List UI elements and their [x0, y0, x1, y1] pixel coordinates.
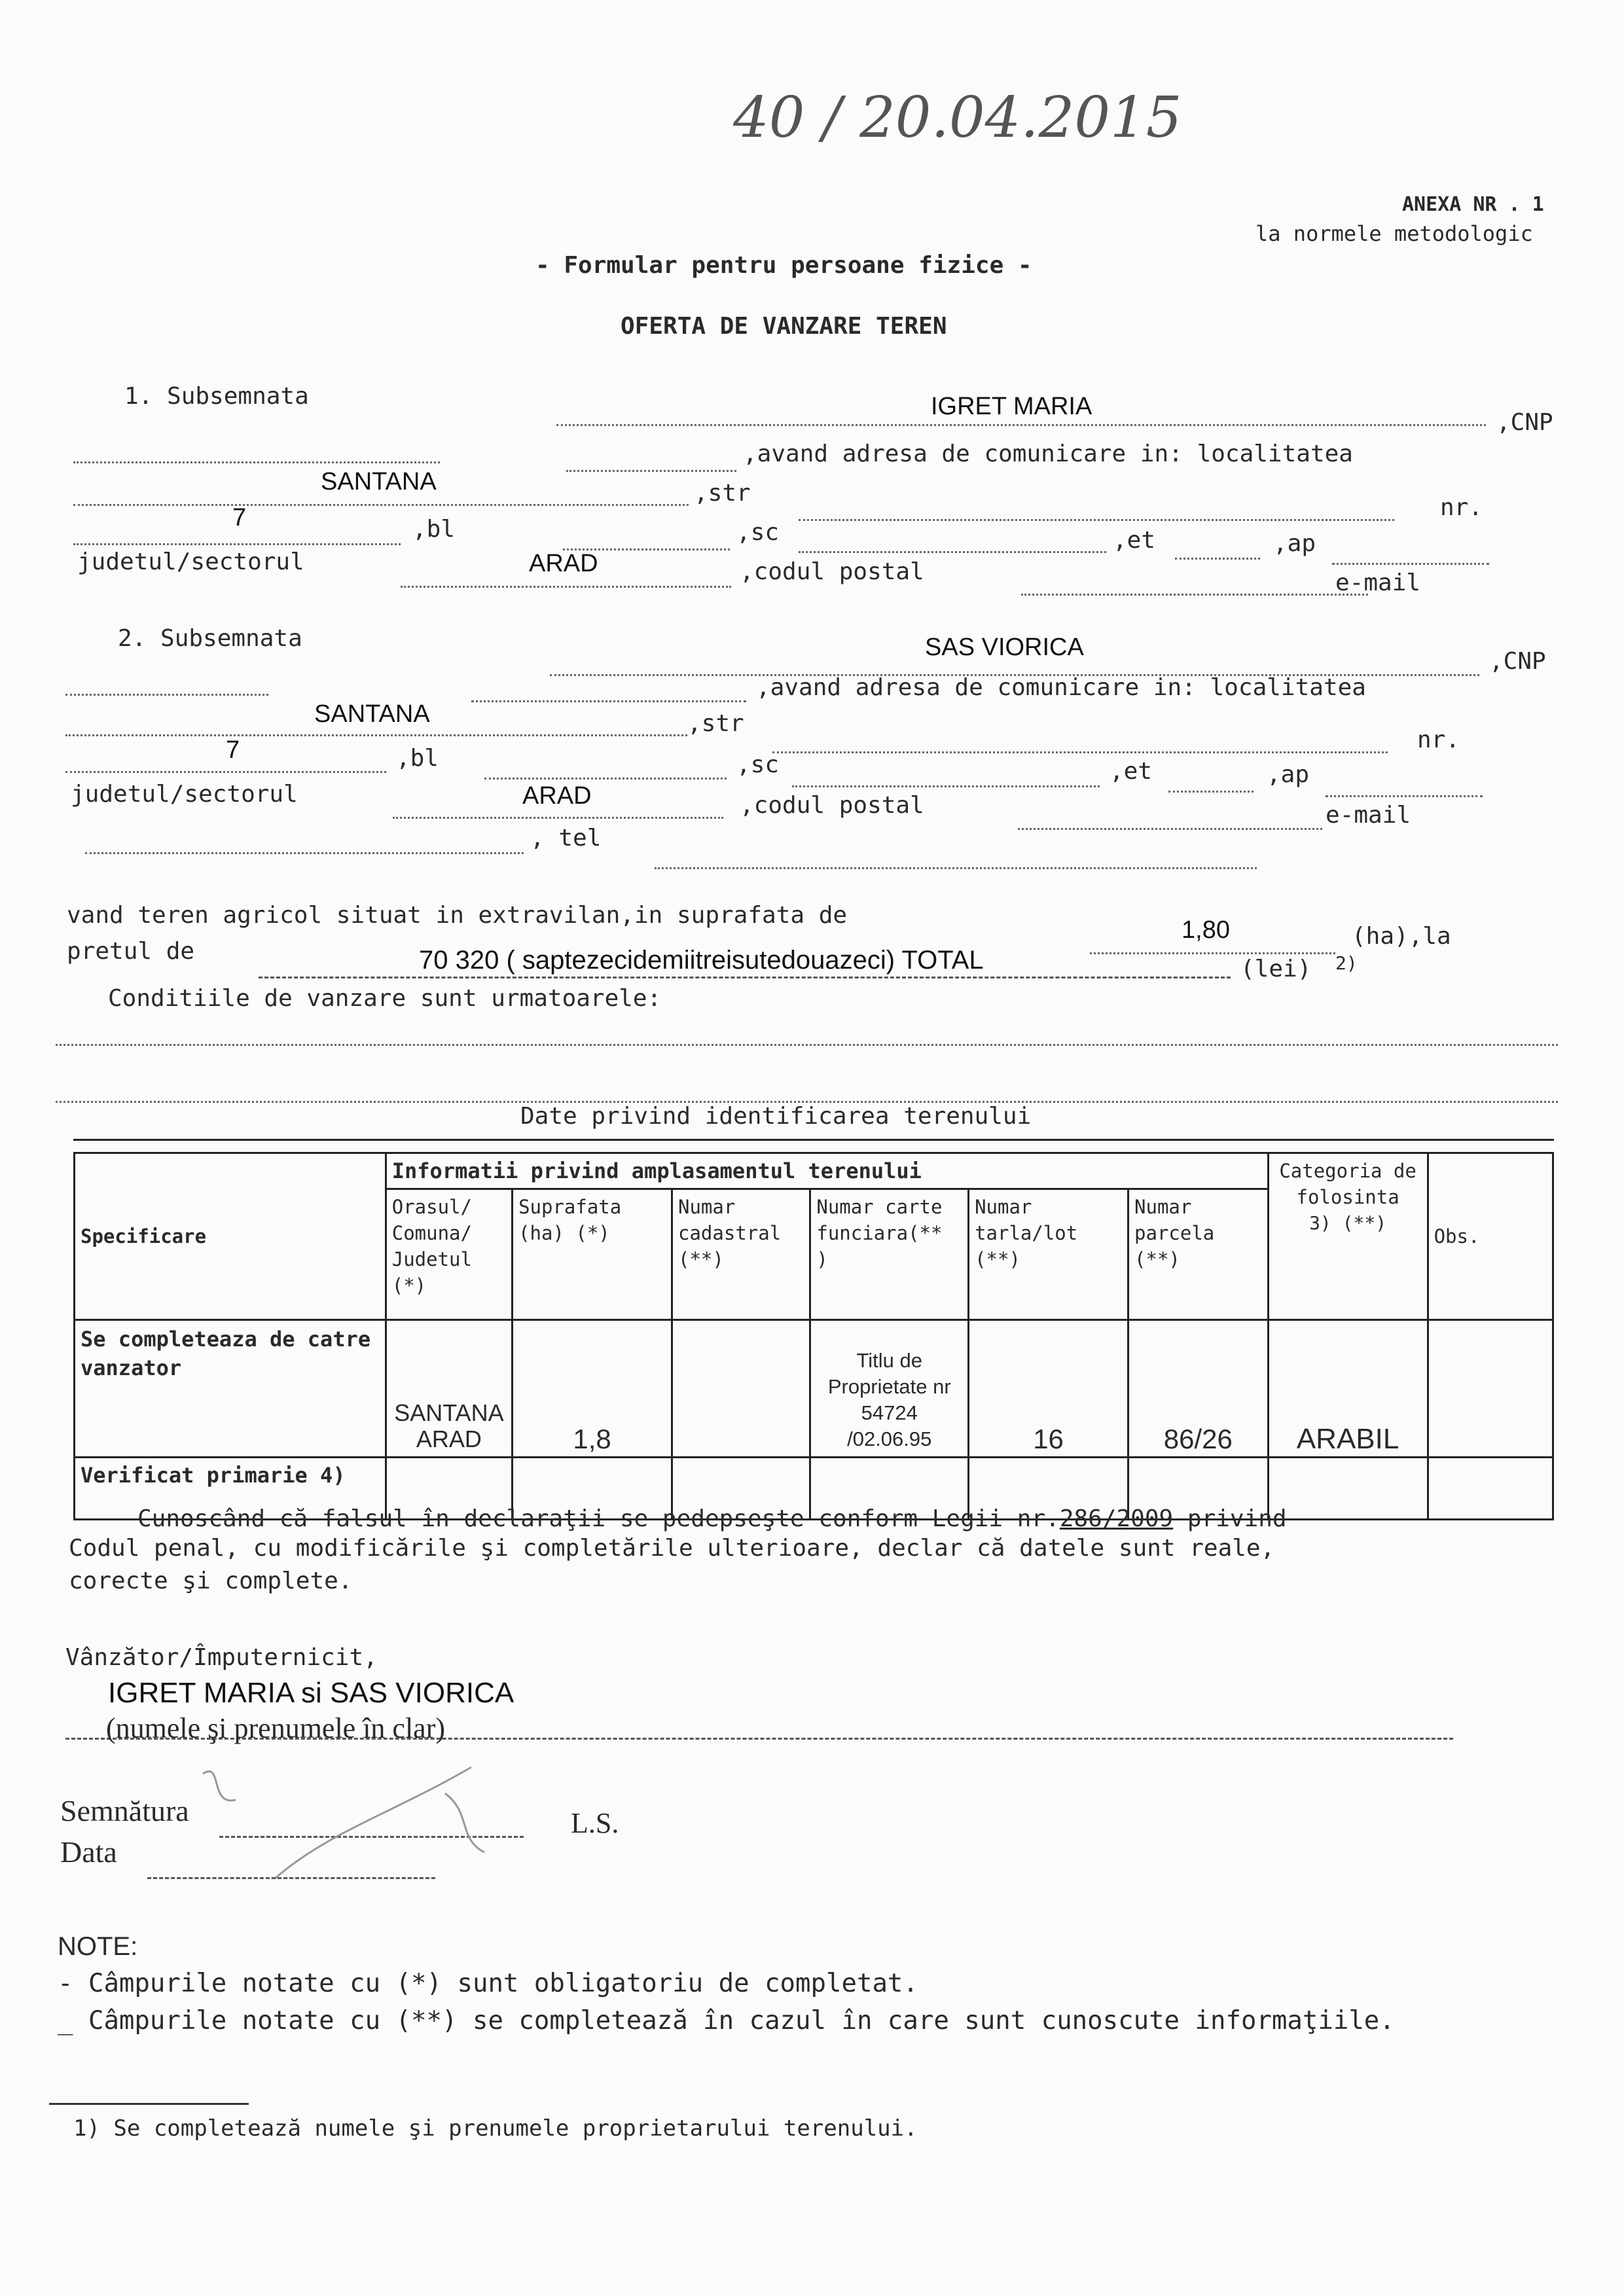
postal-code-label: ,codul postal	[740, 792, 924, 819]
seller-2-locality: SANTANA	[314, 700, 430, 728]
land-use-category-note: 3) (**)	[1309, 1212, 1387, 1234]
et-label: ,et	[1110, 758, 1153, 785]
tel-line	[655, 867, 1257, 869]
land-use-category-header	[1268, 1153, 1428, 1320]
verified-cell	[1268, 1458, 1428, 1520]
cell-land-use: ARABIL	[1268, 1320, 1428, 1458]
cnp-field-line	[471, 700, 746, 702]
seller-1-locality: SANTANA	[321, 468, 437, 495]
column-land-book-header: Numar carte funciara(** )	[810, 1189, 969, 1320]
seller-1-name-line	[556, 424, 1486, 426]
price-label: pretul de	[67, 938, 195, 965]
ap-label: ,ap	[1273, 530, 1316, 557]
str-label: ,str	[694, 480, 751, 507]
form-subtitle: - Formular pentru persoane fizice -	[535, 252, 1032, 279]
bl-line	[484, 778, 727, 780]
number-line	[73, 543, 401, 545]
column-area-header: Suprafata (ha) (*)	[513, 1189, 672, 1320]
seller-2-county: ARAD	[522, 782, 592, 810]
seller-1-label: 1. Subsemnata	[124, 383, 309, 410]
signature-label: Semnătura	[60, 1794, 189, 1827]
note-1: - Câmpurile notate cu (*) sunt obligatoriu de completat.	[58, 1969, 918, 1998]
email-label: e-mail	[1326, 802, 1411, 829]
seller-1-number: 7	[232, 504, 247, 531]
footnote-2-marker: 2)	[1335, 952, 1358, 974]
verified-cell	[1428, 1458, 1553, 1520]
seal-placeholder: L.S.	[571, 1807, 619, 1839]
cell-town: SANTANA ARAD	[386, 1320, 512, 1458]
county-label: judetul/sectorul	[71, 781, 298, 808]
column-cadastral-header: Numar cadastral (**)	[672, 1189, 810, 1320]
sc-line	[792, 785, 1100, 787]
column-plot-header: Numar tarla/lot (**)	[969, 1189, 1128, 1320]
cell-area: 1,8	[513, 1320, 672, 1458]
law-number: 286/2009	[1059, 1505, 1174, 1532]
declaration-text: Cunoscând că falsul în declaraţii se pedepseşte conform Legii nr.	[137, 1505, 1060, 1532]
sc-line	[799, 551, 1106, 553]
column-parcel-header: Numar parcela (**)	[1128, 1189, 1269, 1320]
conditions-line-1	[56, 1044, 1558, 1046]
bl-label: ,bl	[396, 745, 439, 772]
seller-2-name: SAS VIORICA	[925, 634, 1084, 661]
land-identification-table	[73, 1152, 1554, 1520]
postal-code-line	[1018, 828, 1322, 830]
ap-label: ,ap	[1267, 761, 1310, 788]
cnp-field-line	[73, 461, 440, 463]
number-line	[65, 771, 386, 773]
ap-line	[1332, 563, 1489, 565]
locality-line	[73, 504, 689, 506]
bl-label: ,bl	[412, 516, 456, 543]
str-label: ,str	[687, 710, 744, 737]
declaration-line-1	[137, 1505, 1287, 1532]
column-town-header: Orasul/ Comuna/ Judetul (*)	[386, 1189, 512, 1320]
footnote-1: 1) Se completează numele şi prenumele proprietarului terenului.	[73, 2115, 918, 2142]
area-line	[1090, 952, 1335, 954]
street-line	[772, 751, 1388, 753]
county-line	[401, 586, 731, 588]
declaration-text-end: privind	[1187, 1505, 1287, 1532]
sc-label: ,sc	[736, 519, 780, 546]
obs-header: Obs.	[1428, 1153, 1553, 1320]
declaration-line-2: Codul penal, cu modificările şi completările ulterioare, declar că datele sunt reale,	[69, 1535, 1275, 1562]
date-line	[147, 1877, 435, 1879]
seller-names: IGRET MARIA si SAS VIORICA	[108, 1677, 514, 1709]
cell-plot: 16	[969, 1320, 1128, 1458]
land-area: 1,80	[1182, 916, 1230, 944]
land-use-category-label: Categoria de folosinta	[1279, 1160, 1416, 1208]
annex-norms: la normele metodologic	[1255, 221, 1533, 246]
et-line	[1168, 791, 1254, 793]
locality-line	[65, 734, 687, 736]
cnp-field-line	[566, 470, 736, 472]
cell-cadastral	[672, 1320, 810, 1458]
seller-2-label: 2. Subsemnata	[118, 625, 302, 652]
handwritten-registration-number: 40 / 20.04.2015	[733, 85, 1182, 151]
note-2: _ Câmpurile notate cu (**) se completează în cazul în care sunt cunoscute informaţiile.	[58, 2006, 1395, 2036]
form-title: OFERTA DE VANZARE TEREN	[621, 313, 947, 340]
cnp-field-line	[65, 694, 268, 696]
address-label: ,avand adresa de comunicare in: localitatea	[756, 674, 1366, 701]
nr-label: nr.	[1417, 726, 1460, 753]
nr-label: nr.	[1440, 494, 1483, 521]
cell-land-book: Titlu de Proprietate nr 54724 /02.06.95	[810, 1320, 969, 1458]
table-caption: Date privind identificarea terenului	[520, 1103, 1032, 1130]
tel-label: , tel	[530, 825, 602, 852]
seller-role-label: Vânzător/Împuternicit,	[65, 1644, 378, 1671]
footnote-separator	[49, 2103, 249, 2105]
verified-row-label: Verificat primarie 4)	[75, 1458, 386, 1520]
cnp-label: ,CNP	[1496, 409, 1553, 436]
seller-row-label: Se completeaza de catre vanzator	[75, 1320, 386, 1458]
seller-1-name: IGRET MARIA	[931, 393, 1092, 420]
postal-code-label: ,codul postal	[740, 558, 924, 585]
conditions-label: Conditiile de vanzare sunt urmatoarele:	[108, 985, 662, 1012]
annex-number: ANEXA NR . 1	[1402, 193, 1544, 216]
street-line	[799, 519, 1394, 521]
table-top-rule	[73, 1139, 1554, 1141]
handwritten-signature	[196, 1754, 511, 1905]
specification-header: Specificare	[75, 1153, 386, 1320]
email-field-line	[85, 852, 524, 854]
et-line	[1175, 558, 1260, 560]
offer-text: vand teren agricol situat in extravilan,in suprafata de	[67, 902, 848, 929]
price-line	[259, 977, 1231, 978]
et-label: ,et	[1113, 527, 1156, 554]
seller-2-number: 7	[226, 736, 240, 764]
sc-label: ,sc	[736, 751, 780, 778]
county-label: judetul/sectorul	[77, 548, 304, 575]
cell-parcel: 86/26	[1128, 1320, 1269, 1458]
email-label: e-mail	[1335, 569, 1421, 596]
declaration-line-3: corecte şi complete.	[69, 1568, 353, 1594]
names-hint: (numele şi prenumele în clar)	[106, 1712, 446, 1744]
county-line	[393, 817, 723, 819]
price-value: 70 320 ( saptezecidemiitreisutedouazeci) TOTAL	[419, 946, 984, 975]
area-unit: (ha),la	[1352, 923, 1451, 950]
cell-obs	[1428, 1320, 1553, 1458]
cnp-label: ,CNP	[1489, 648, 1546, 675]
notes-title: NOTE:	[58, 1932, 138, 1961]
postal-code-line	[1021, 594, 1368, 596]
address-label: ,avand adresa de comunicare in: localitatea	[743, 440, 1353, 467]
date-label: Data	[60, 1835, 117, 1869]
location-info-header: Informatii privind amplasamentul terenului	[386, 1153, 1268, 1189]
seller-1-county: ARAD	[529, 550, 598, 577]
price-unit: (lei)	[1240, 956, 1312, 982]
ap-line	[1326, 795, 1483, 797]
